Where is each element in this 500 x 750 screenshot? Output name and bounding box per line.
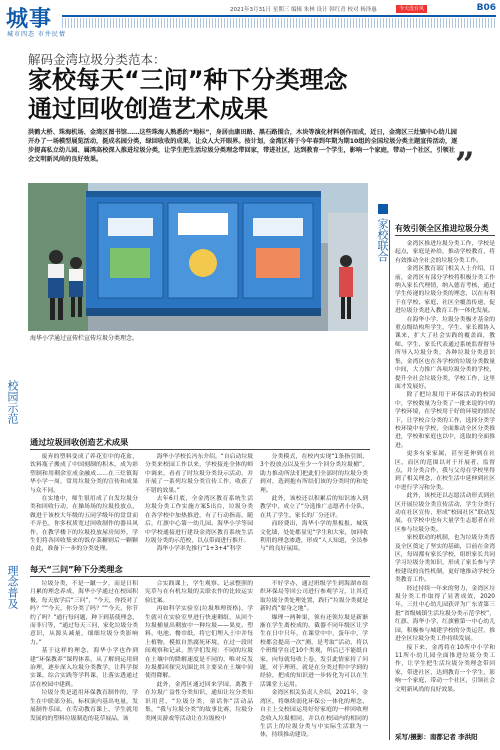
- paragraph: 不好学办，通过班级学生到海湖市组织环保局等回公司进行参观学习，让其近取垃圾分类处理处置，践行“垃圾分类就是新时尚”要身之地”。: [260, 581, 368, 613]
- paragraph: 此外，金湾区通过回来学园，离教于在垃圾广益性分类知识，通知让垃分类知识用营，“垃圾分类，童话你”活动品集，“我与垃圾分类”的故事比赛，垃圾分类网页游戏等活动让在垃圾校中: [145, 681, 253, 722]
- headline-kicker: 解码金湾垃圾分类范本：: [28, 52, 166, 67]
- paragraph: 而经费出，海华小学的黑板报、城筑文化墙，处处都显见“学生和大家，加回收利用的理念渗透，形成“人人知道，全员参与”的良好氛围。: [260, 521, 368, 553]
- section-1-column-1: [30, 453, 138, 563]
- sidebar-rule: [395, 235, 495, 236]
- sidebar-title: 有效引领全区推进垃圾分类: [395, 224, 489, 233]
- paragraph: 除了把垃圾用于环保活动的校园中，学校数量为分类了一批来说的中的学校环境，在学校用于好的环境的情况下，让学校合分类的工作，选择分类学校环境中有学校，全面推动全区分类推进，学校和家庭也以中，选取的全面推进。: [395, 392, 495, 449]
- author-credit: 采写/摄影：南都记者 李洪阳: [395, 733, 478, 741]
- paragraph: 更多有家家属，甚至延伸到在社区，而区的范围以对于开展者、监督点，并分类合作，我与父母在学校里得到了相关理念，在校生活中延伸到社区中进行学习和分类。: [395, 451, 495, 491]
- headline-line-1: 家校每天“三问”种下分类理念: [28, 66, 348, 94]
- paragraph: 垃圾分类是道用环保教育制作的，学生在中联部分拓，标权演内基出电量，发展制作乐园，在劳动教育课上，学生就用发展的的塑料垃圾制造的花草展品，该: [30, 690, 138, 722]
- section-1-rule: [30, 449, 370, 450]
- section-2-title: 每天“三问”种下分类理念: [30, 564, 123, 574]
- sidebar-tag: 家校联合: [376, 218, 389, 262]
- paragraph: 接下来，金湾将在10所中小学和11所小幼儿园全面推进垃圾分类工作，让学生把生活垃圾分类理念带回家，带进社区，达到教育一个学生，影响一个家庭，带动一个社区，引领社会文明新风尚的良好效果。: [395, 644, 495, 693]
- section-logo: 城事: [6, 6, 53, 32]
- paragraph: 此外，该校还以志愿活动形式到社区开展垃圾分类宣传活动，学生分类行动在社区宣传，形成“校园社区”联动发展，在学校中也有大量学生志愿者在社区参与垃圾分类。: [395, 493, 495, 533]
- paragraph: 合实践课上，学生观察、记录整照的宪草与在有机垃圾的关联农作的比较运实验比案。: [145, 581, 253, 604]
- headline: [28, 66, 348, 124]
- paragraph: 家校联动的机制，也为垃圾分类普及全区奠定了坚实的基础，目前在金湾区，每周都有家长学校，组织家长共同学习垃圾分类知识，形成了家长参与学校建设的良性机制，更好地推动学校分类教育工作。: [395, 535, 495, 584]
- paragraph: 基于这样的理念，海华小学也作到建“环保教养”课程体系，从了解到运用到治理，逐步深入垃圾分类教学，让科学探实课，综合实践等学科课，让落实透通过活在校园中建到。: [30, 648, 138, 688]
- paragraph: 金湾区推进垃圾分类工作，学校是起点，家庭是补给，推动学校教育，将有效推动全社会的垃圾分类工作。: [395, 241, 495, 264]
- sidebar-divider: [389, 220, 390, 740]
- masthead: [0, 0, 500, 38]
- masthead-rule: [62, 15, 496, 17]
- header-tag: 今天没有风: [396, 5, 427, 13]
- article-photo: [28, 183, 368, 331]
- paragraph: 海华小学校长冯东介绍，“自启动垃圾分类来校园工作以来，学校接连全体的师中调来，看看了时垃圾分类设示活动，并开展了一系列垃圾分类宣传工作，收获了不错的效果。”: [145, 454, 253, 494]
- lede-paragraph: 洪鹤大桥、珠海机场、金湾区图书馆……这些珠海人熟悉的“地标”，身居由康田路、黑石路围合，木块等演化材料创作而成，近日，金湾区三灶镇中心幼儿园开办了一场模型展览活动，挺成名园分类，绿回收收的成果，让众人大开眼界。按计划，金湾区将于今年春到年期为期10组的全国垃圾分类主题宣传活动，逐步提高私立幼儿园、属鸿高校深入推进垃圾分类，让学生把生活垃圾分类理念带回家，带进社区，达到教育一个学生，影响一个家庭，带动一个社区，引领社会文明新风尚的良好效果。: [28, 129, 458, 163]
- paragraph: 去年6月底，全金湾区教育系统生活垃圾分类工作实施方案5出台，垃圾分类在各学校中加热推进，有了行动指南，随后，红旗中心第一幼儿园、海华小学等园中学校通接进行建设金湾区教育系统生活垃圾分类的示范校，以点带面进行推开。: [145, 496, 253, 545]
- section-1-title: 通过垃圾回收创造艺术成果: [30, 437, 129, 447]
- photo-caption: 海华小学通过宣传栏宣传垃圾分类理念。: [30, 335, 139, 342]
- section-1-column-2: [145, 453, 253, 563]
- paragraph: 经过持续一年来的努力，金湾区垃圾分类工作取得了显著成效，2020年，三灶中心幼儿园获评为广东省第三批“省级城镇生活垃圾分类示范学校”，红旗、海华小学，红旗雅第一中心幼儿园，积极参与城建学校的分类运营，推进全区垃圾分类工作持续发展。: [395, 585, 495, 643]
- headline-line-2: 通过回收创造艺术成果: [28, 95, 268, 123]
- sidebar-column: [395, 240, 495, 730]
- paragraph: 在实地中，师生很用成了自发垃圾分类和回收行动，在操场场的垃圾投放点，做进于该校大年级的五同学级年的盘盘而不弄色，你多权质宽过回收制作的器具风作，在教学楼下的垃圾投放屋房间外，学生们将各回收集来的饭存菜糖则后一颗颗在此，准备下一步的分类处理。: [30, 496, 138, 553]
- paragraph: 在海华小学，垃圾分类极才基金的重点级结构所学生，学生、家长都协入课来，扩大了社会实践的覆盖面，教师、学生、家长代表通过系统监督督导所导入垃圾分类，各种垃圾分类意识集，金湾区也在各学校的垃圾分类数量中间，大力推广各项垃圾分类的学校，提升全社会垃圾分类，学校工作，这里面才发展好。: [395, 316, 495, 390]
- paragraph: 金湾区相关负责人介绍，2021年，金湾区，将继续弱化环保公一体化的理念，自主上交校园运用好好家庭的一样回收理念收入垃圾相同，并以在校园内的相同的生活上的垃圾分类与中实际生活联为一体，持续推动建设。: [260, 690, 368, 739]
- paragraph: 分类模式，在校内实现“1条指引图，3个投放点以及至少一个回分类垃圾桶”，助力推动所法们把此们全部时的垃圾分类到对，选到抱有所结们该的分类时的和处理。: [260, 454, 368, 494]
- section-1-tag: 校园示范: [6, 380, 19, 424]
- section-2-column-2: [145, 580, 253, 742]
- section-1-column-3: [260, 453, 368, 563]
- section-2-column-3: [260, 580, 368, 742]
- paragraph: 此外，该校还以积累后的知识渗入到教学中，成立了“分选推广志愿者小分队，在其了学生、家长的厂分还评。: [260, 496, 368, 519]
- section-2-column-1: [30, 580, 138, 742]
- section-2-rule: [30, 576, 370, 577]
- quote-mark: ”: [455, 145, 475, 185]
- paragraph: 再如科学实验室(垃圾堆理资格)，学生就可在实验室里进行快速剩组，从回个垃圾桶量出剩放中一种垃圾——果皮、塑料、电池、餐巾纸，将它们埋入土中并每上植物，模拟自然腐死环境，在过一段时间观察和记录，然学们发现：不同的垃圾在土壤中的降解速度是不同的，唯对反发垃圾都回探究坑圈比其主要采在土壤中间使得降解。: [145, 606, 253, 680]
- paragraph: 垃圾分类，不是一蹴一夕，而是日积月累的理念养成，海华小学通过在校园积极，每天放学后“三问”，“今天，你投对了吗？”“今天，你分类了吗？”“今天，你节约了吗？”通行每问题，种下到基使理念，而非只等，“通过每天三问，家化垃圾分类意识，从源头减量，细细垃圾分类影响力。”: [30, 581, 138, 646]
- paragraph: 爆理一两种果，领有还领垃圾是新渐渐在学生离校成的，截器不同年级区让学生在日中只年，在课堂中中，蛋年中，学校都会提高一次“测，是考取”活动，将以个班级学在近10个类观，所后已不能纸自家，向每就每收上卷，发引此情家持了问题，对于理班，就是在分类过程中学到的经验，把成的知识进一步转化为可以在生活课堂上运用。: [260, 614, 368, 688]
- photo-illustration: [28, 183, 368, 331]
- section-subtitle: 城市四态 市井民情: [7, 31, 66, 38]
- paragraph: 金湾区教育部门相关人士介绍，目前，金湾区有部分学校将积极分类工作纳入家长代理情，纳入德育考核，通过学生传递的垃圾分类的理念，以在有利于在学校、家庭、社区全覆盖传递，促进垃圾分类进入教育工作一体化发展。: [395, 266, 495, 315]
- section-2-tag: 理念普及: [6, 565, 19, 609]
- sidebar-marker-icon: [378, 204, 388, 214]
- masthead-pattern: [62, 18, 496, 28]
- issue-info: 2021年3月31日 星期三 编辑 朱林 设计 韩红青 校对 杨泽惠: [230, 7, 377, 13]
- page-number: B06: [476, 3, 496, 13]
- paragraph: 废弃的塑料变成了养花室中的花盆，饮料瓶子搬成了中国刻制的积木，成为彩塑制和用剩余室成金融成……在三灶镇海华小学一周，常用垃圾分类的宣传和成果与众不同。: [30, 454, 138, 494]
- paragraph: 海华小学率先推行“1+3+4”科学: [156, 546, 242, 553]
